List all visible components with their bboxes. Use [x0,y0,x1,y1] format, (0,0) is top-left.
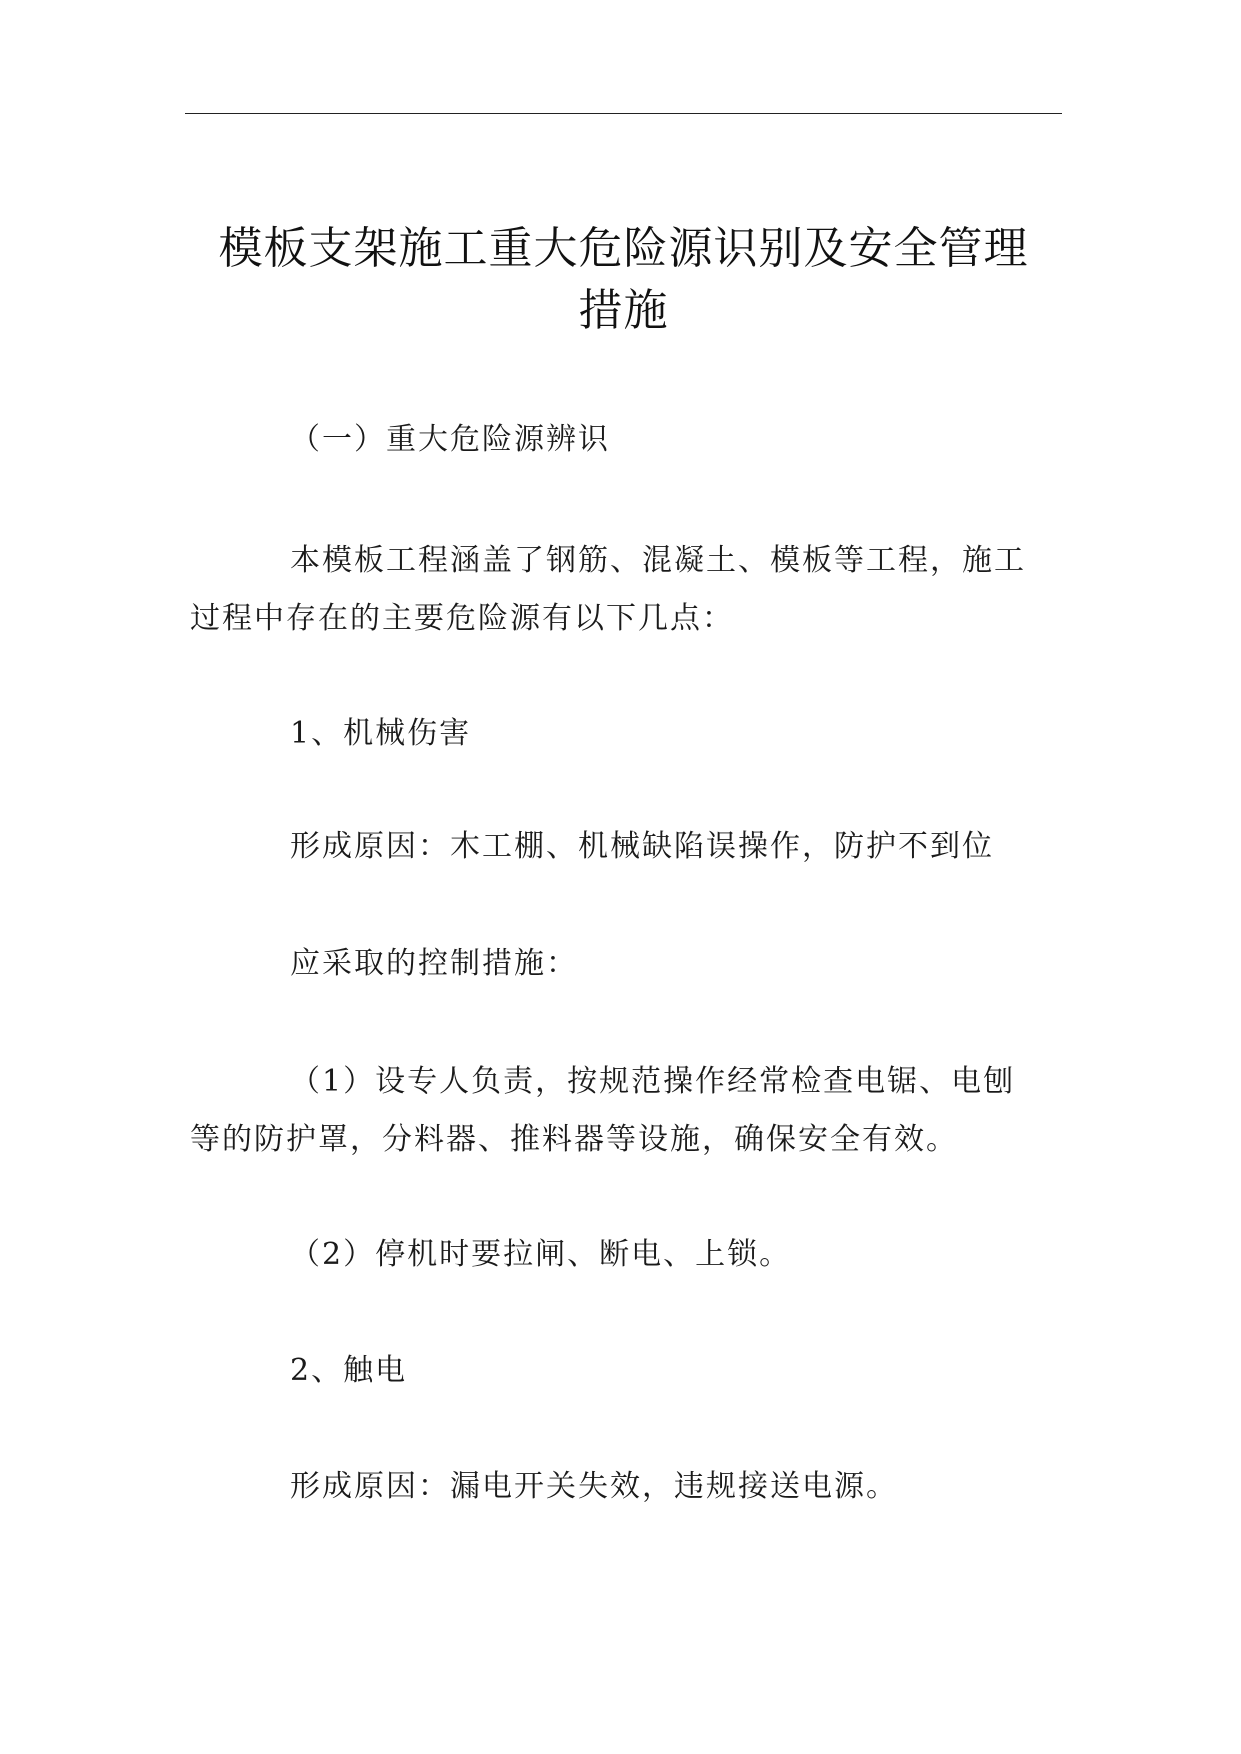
intro-line-2: 过程中存在的主要危险源有以下几点： [190,601,734,636]
item2-cause: 形成原因：漏电开关失效，违规接送电源。 [290,1469,898,1504]
item1-cause: 形成原因：木工棚、机械缺陷误操作，防护不到位 [290,829,994,864]
item1-measure-2: （2）停机时要拉闸、断电、上锁。 [290,1237,792,1272]
title-line-1: 模板支架施工重大危险源识别及安全管理 [218,223,1029,274]
item1-measures-label: 应采取的控制措施： [290,946,578,981]
intro-paragraph [190,532,1062,648]
item1-measure-1-line-1: （1）设专人负责，按规范操作经常检查电锯、电刨 [290,1064,1016,1099]
item1-measure-1-line-2: 等的防护罩，分料器、推料器等设施，确保安全有效。 [190,1122,958,1157]
intro-line-1: 本模板工程涵盖了钢筋、混凝土、模板等工程，施工 [290,543,1026,578]
item1-heading: 1、机械伤害 [290,716,472,751]
document-title [185,218,1062,342]
item1-measure-1 [190,1053,1062,1169]
header-rule [185,113,1062,114]
item2-heading: 2、触电 [290,1353,408,1388]
section-heading: （一）重大危险源辨识 [290,422,610,457]
title-line-2: 措施 [578,285,669,336]
